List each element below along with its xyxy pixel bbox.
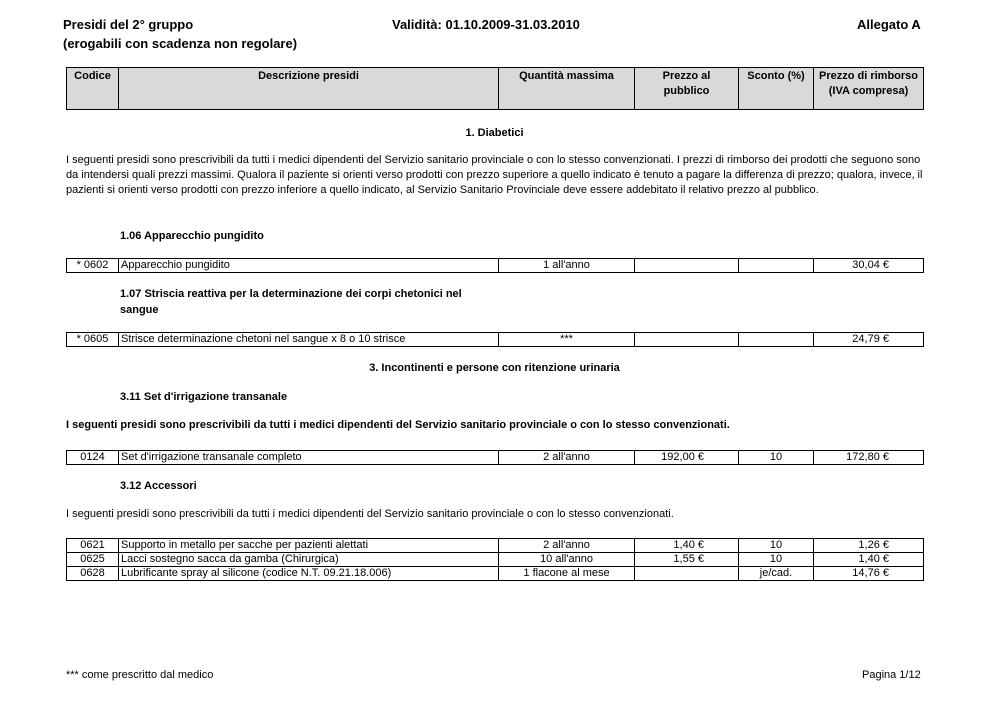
- cell-code: * 0602: [67, 259, 119, 273]
- cell-price: 192,00 €: [635, 451, 739, 465]
- cell-price: [635, 567, 739, 581]
- column-refund-price-line2: (IVA compresa): [828, 85, 909, 97]
- cell-discount: [739, 259, 814, 273]
- document-title: Presidi del 2° gruppo: [63, 17, 194, 32]
- cell-price: [635, 259, 739, 273]
- column-max-quantity: Quantità massima: [499, 68, 635, 110]
- cell-discount: 10: [739, 539, 814, 553]
- cell-code: 0621: [67, 539, 119, 553]
- table-row: [67, 451, 924, 465]
- cell-price: [635, 333, 739, 347]
- cell-description: Apparecchio pungidito: [119, 259, 499, 273]
- document-subtitle: (erogabili con scadenza non regolare): [63, 36, 298, 51]
- column-code: Codice: [67, 68, 119, 110]
- table-row: [67, 553, 924, 567]
- cell-discount: 10: [739, 553, 814, 567]
- cell-code: 0628: [67, 567, 119, 581]
- subsection-3-11-intro: I seguenti presidi sono prescrivibili da tutti i medici dipendenti del Servizio sanitario provinciale o con lo stesso convenzionati.: [66, 419, 730, 431]
- column-public-price-line1: Prezzo al: [662, 70, 711, 82]
- column-public-price: [635, 68, 739, 110]
- subsection-1-06-title: 1.06 Apparecchio pungidito: [120, 230, 264, 242]
- cell-refund: 172,80 €: [814, 451, 924, 465]
- cell-code: 0625: [67, 553, 119, 567]
- cell-price: 1,40 €: [635, 539, 739, 553]
- column-refund-price: [814, 68, 924, 110]
- cell-code: 0124: [67, 451, 119, 465]
- table-row: [67, 333, 924, 347]
- cell-discount: je/cad.: [739, 567, 814, 581]
- table-row: [67, 567, 924, 581]
- cell-quantity: ***: [499, 333, 635, 347]
- cell-description: Supporto in metallo per sacche per pazienti alettati: [119, 539, 499, 553]
- cell-code: * 0605: [67, 333, 119, 347]
- column-refund-price-line1: Prezzo di rimborso: [818, 70, 919, 82]
- cell-description: Strisce determinazione chetoni nel sangue x 8 o 10 strisce: [119, 333, 499, 347]
- cell-quantity: 1 all'anno: [499, 259, 635, 273]
- cell-description: Lubrificante spray al silicone (codice N.T. 09.21.18.006): [119, 567, 499, 581]
- table-3-11: [66, 450, 924, 465]
- table-1-06: [66, 258, 924, 273]
- subsection-3-12-title: 3.12 Accessori: [120, 480, 197, 492]
- column-description: Descrizione presidi: [119, 68, 499, 110]
- subsection-3-11-title: 3.11 Set d'irrigazione transanale: [120, 391, 288, 403]
- footer-note: *** come prescritto dal medico: [66, 669, 214, 681]
- table-row: [67, 259, 924, 273]
- cell-refund: 1,26 €: [814, 539, 924, 553]
- table-row: [67, 539, 924, 553]
- section-3-title: 3. Incontinenti e persone con ritenzione urinaria: [369, 362, 620, 374]
- cell-refund: 24,79 €: [814, 333, 924, 347]
- cell-quantity: 2 all'anno: [499, 451, 635, 465]
- table-3-12: [66, 538, 924, 581]
- cell-quantity: 2 all'anno: [499, 539, 635, 553]
- cell-description: Set d'irrigazione transanale completo: [119, 451, 499, 465]
- cell-refund: 1,40 €: [814, 553, 924, 567]
- section-1-intro: I seguenti presidi sono prescrivibili da tutti i medici dipendenti del Servizio sanitario provinciale o con lo stesso convenzionati. I prezzi di rimborso dei prodotti che seguono sono da intendersi quali prezzi massimi. Qualora il paziente si orienti verso prodotti con prezzo superiore a quello indicato è tenuto a pagare la differenza di prezzo; qualora, invece, il pazienti si orienti verso prodotti con prezzo inferiore a quello indicato, al Servizio Sanitario Provinciale deve essere addebitato il relativo prezzo al pubblico.: [66, 154, 923, 196]
- cell-refund: 30,04 €: [814, 259, 924, 273]
- cell-refund: 14,76 €: [814, 567, 924, 581]
- subsection-1-07-title: 1.07 Striscia reattiva per la determinazione dei corpi chetonici nel: [120, 288, 462, 300]
- section-1-title: 1. Diabetici: [465, 127, 524, 139]
- cell-price: 1,55 €: [635, 553, 739, 567]
- attachment-label: Allegato A: [857, 17, 921, 32]
- cell-description: Lacci sostegno sacca da gamba (Chirurgica): [119, 553, 499, 567]
- column-header-table: [66, 67, 924, 110]
- cell-discount: 10: [739, 451, 814, 465]
- column-discount: Sconto (%): [739, 68, 814, 110]
- subsection-3-12-intro: I seguenti presidi sono prescrivibili da tutti i medici dipendenti del Servizio sanitario provinciale o con lo stesso convenzionati.: [66, 508, 674, 520]
- cell-discount: [739, 333, 814, 347]
- page-number: Pagina 1/12: [862, 669, 921, 681]
- validity-period: Validità: 01.10.2009-31.03.2010: [392, 17, 580, 32]
- cell-quantity: 1 flacone al mese: [499, 567, 635, 581]
- cell-quantity: 10 all'anno: [499, 553, 635, 567]
- table-1-07: [66, 332, 924, 347]
- subsection-1-07-title-cont: sangue: [120, 304, 159, 316]
- column-public-price-line2: pubblico: [663, 85, 710, 97]
